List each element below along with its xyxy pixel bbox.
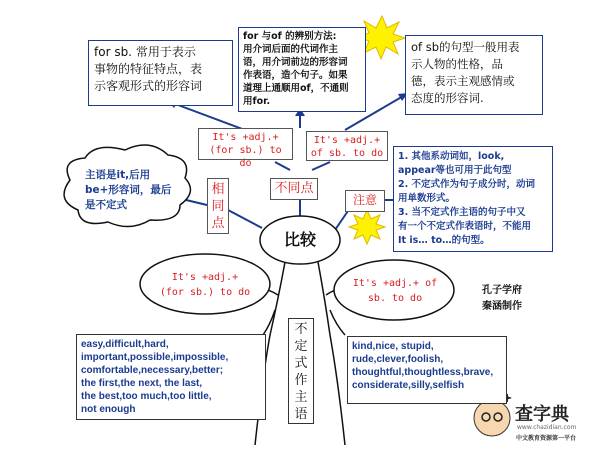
star-attention-icon	[349, 210, 385, 244]
of-usage-note: of sb的句型一般用表 示人物的性格，品 德，表示主观感情或 态度的形容词.	[405, 35, 543, 115]
arrow-for-to-note	[170, 102, 245, 130]
link-line	[275, 162, 290, 170]
infinitive-subject-label: 不 定 式 作 主 语	[288, 318, 314, 424]
link-line	[228, 210, 262, 228]
author-label: 孔子学府 秦涵制作	[482, 285, 522, 312]
similarity-label: 相 同 点	[207, 178, 229, 234]
pattern-for-big: It's +adj.+ (for sb.) to do	[159, 272, 251, 298]
pattern-for-small: It's +adj.+ (for sb.) to do	[198, 128, 293, 160]
mascot-face-icon	[474, 400, 510, 436]
logo-url: www.chazidian.com	[517, 424, 577, 431]
logo-title: 查字典	[515, 404, 569, 425]
for-of-distinction-note: for 与of 的辨别方法: 用介词后面的代词作主 语，用介词前边的形容词 作表语，造个句子。如果 道理上通顺用of，不通则 用for.	[238, 27, 366, 112]
difference-label: 不同点	[270, 178, 318, 200]
of-adjective-list: kind,nice, stupid, rude,clever,foolish, thoughtful,thoughtless,brave, considerate,silly,selfish	[347, 336, 507, 404]
branch-right-low	[330, 310, 345, 335]
for-adjective-list: easy,difficult,hard, important,possible,impossible, comfortable,necessary,better; the first,the next, the last, the best,too much,too little, not enough	[76, 334, 266, 420]
attention-notes: 1. 其他系动词如，look, appear等也可用于此句型 2. 不定式作为句子成分时，动词 用单数形式。 3. 当不定式作主语的句子中又 有一个不定式作表语时，不能用 It is… to…的句型。	[393, 146, 553, 252]
pattern-of-big: It's +adj.+ of sb. to do	[352, 278, 438, 304]
for-usage-note: for sb. 常用于表示 事物的特征特点，表 示客观形式的形容词	[88, 40, 233, 106]
link-line	[312, 162, 330, 170]
pattern-of-small: It's +adj.+ of sb. to do	[306, 131, 388, 161]
comparison-center-label: 比较	[283, 230, 316, 249]
attention-label: 注意	[345, 190, 385, 212]
logo-slogan: 中文教育资源第一平台	[516, 435, 577, 442]
left-cloud-text: 主语是it,后用 be+形容词，最后 是不定式	[85, 169, 172, 211]
